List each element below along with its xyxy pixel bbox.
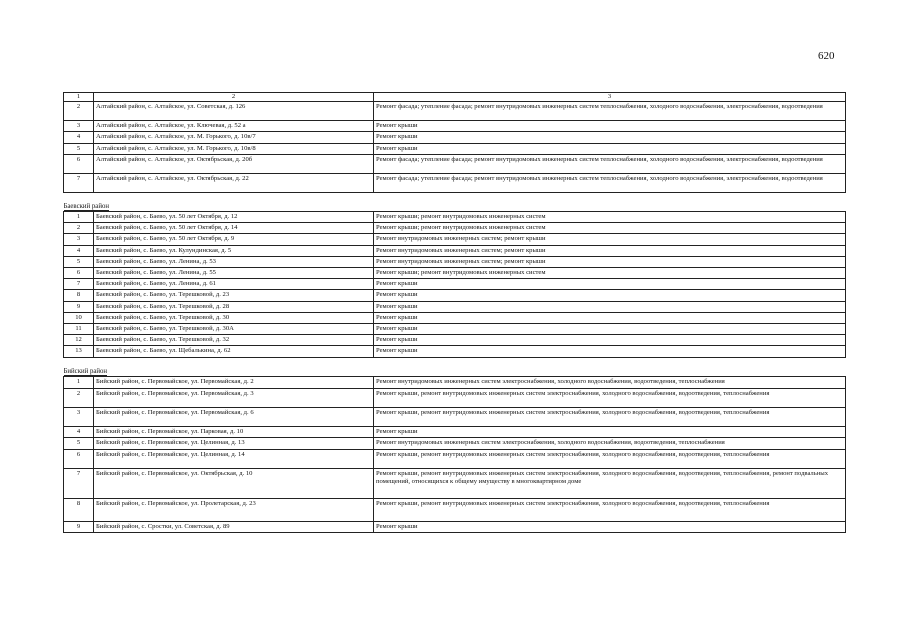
row-address: Бийский район, с. Первомайское, ул. Пролетарская, д. 23 — [94, 499, 374, 522]
row-address: Баевский район, с. Баево, ул. Ленина, д. 53 — [94, 256, 374, 267]
row-address: Бийский район, с. Первомайское, ул. Первомайская, д. 2 — [94, 376, 374, 388]
row-work: Ремонт крыши — [374, 346, 846, 357]
row-address: Баевский район, с. Баево, ул. Терешковой, д. 28 — [94, 301, 374, 312]
table-row — [64, 407, 846, 426]
table-row — [64, 499, 846, 522]
table-row — [64, 312, 846, 323]
table-row — [64, 301, 846, 312]
row-work: Ремонт фасада; утепление фасада; ремонт внутридомовых инженерных систем теплоснабжения, холодного водоснабжения, электроснабжения, водоотведения — [374, 102, 846, 121]
row-number: 5 — [64, 256, 94, 267]
row-address: Баевский район, с. Баево, ул. Терешковой, д. 23 — [94, 290, 374, 301]
row-work: Ремонт крыши, ремонт внутридомовых инженерных систем электроснабжения, холодного водоснабжения, водоотведения, теплоснабжения — [374, 499, 846, 522]
row-address: Баевский район, с. Баево, ул. 50 лет Октября, д. 9 — [94, 234, 374, 245]
row-address: Бийский район, с. Первомайское, ул. Целинная, д. 13 — [94, 438, 374, 450]
row-work: Ремонт крыши; ремонт внутридомовых инженерных систем — [374, 212, 846, 223]
row-work: Ремонт крыши — [374, 324, 846, 335]
row-address: Баевский район, с. Баево, ул. Кулундинская, д. 5 — [94, 245, 374, 256]
row-number: 7 — [64, 173, 94, 192]
table-row — [64, 522, 846, 533]
table-row — [64, 346, 846, 357]
row-number: 1 — [64, 212, 94, 223]
row-number: 2 — [64, 102, 94, 121]
table-row — [64, 212, 846, 223]
row-address: Баевский район, с. Баево, ул. Ленина, д. 55 — [94, 268, 374, 279]
table-row — [64, 245, 846, 256]
row-address: Бийский район, с. Первомайское, ул. Целинная, д. 14 — [94, 450, 374, 469]
row-number: 3 — [64, 407, 94, 426]
row-address: Бийский район, с. Первомайское, ул. Первомайская, д. 6 — [94, 407, 374, 426]
row-work: Ремонт крыши — [374, 522, 846, 533]
row-number: 6 — [64, 450, 94, 469]
section-title: Бийский район — [63, 367, 108, 375]
row-number: 3 — [64, 121, 94, 132]
table-row — [64, 234, 846, 245]
table-row — [64, 335, 846, 346]
row-work: Ремонт крыши — [374, 335, 846, 346]
row-number: 4 — [64, 426, 94, 437]
row-work: Ремонт крыши, ремонт внутридомовых инженерных систем электроснабжения, холодного водоснабжения, водоотведения, теплоснабжения — [374, 407, 846, 426]
header-row — [64, 93, 846, 102]
row-number: 9 — [64, 522, 94, 533]
table-row — [64, 279, 846, 290]
row-number: 8 — [64, 290, 94, 301]
table-row — [64, 256, 846, 267]
section-title: Баевский район — [63, 202, 109, 210]
row-address: Баевский район, с. Баево, ул. Терешковой, д. 30А — [94, 324, 374, 335]
table-row — [64, 154, 846, 173]
row-work: Ремонт внутридомовых инженерных систем электроснабжения, холодного водоснабжения, водоотведения, теплоснабжения — [374, 376, 846, 388]
row-work: Ремонт крыши — [374, 143, 846, 154]
row-work: Ремонт крыши — [374, 290, 846, 301]
row-number: 9 — [64, 301, 94, 312]
row-work: Ремонт крыши — [374, 121, 846, 132]
row-number: 7 — [64, 279, 94, 290]
row-work: Ремонт крыши — [374, 132, 846, 143]
row-address: Алтайский район, с. Алтайское, ул. М. Горького, д. 10в/7 — [94, 132, 374, 143]
table-row — [64, 132, 846, 143]
row-address: Алтайский район, с. Алтайское, ул. М. Горького, д. 10в/8 — [94, 143, 374, 154]
row-address: Алтайский район, с. Алтайское, ул. Советская, д. 126 — [94, 102, 374, 121]
row-number: 5 — [64, 438, 94, 450]
row-work: Ремонт крыши, ремонт внутридомовых инженерных систем электроснабжения, холодного водоснабжения, водоотведения, теплоснабжения, ремонт подвальных помещений, относящихся к общему имуществу в многоквартирном доме — [374, 469, 846, 499]
table-row — [64, 268, 846, 279]
row-work: Ремонт фасада; утепление фасада; ремонт внутридомовых инженерных систем теплоснабжения, холодного водоснабжения, электроснабжения, водоотведения — [374, 154, 846, 173]
row-address: Баевский район, с. Баево, ул. Терешковой, д. 32 — [94, 335, 374, 346]
row-number: 7 — [64, 469, 94, 499]
row-address: Алтайский район, с. Алтайское, ул. Ключевая, д. 52 а — [94, 121, 374, 132]
row-work: Ремонт крыши; ремонт внутридомовых инженерных систем — [374, 223, 846, 234]
row-work: Ремонт крыши; ремонт внутридомовых инженерных систем — [374, 268, 846, 279]
row-number: 6 — [64, 154, 94, 173]
row-address: Баевский район, с. Баево, ул. 50 лет Октября, д. 12 — [94, 212, 374, 223]
header-col-1: 1 — [64, 93, 94, 102]
table-row — [64, 426, 846, 437]
table-row — [64, 173, 846, 192]
row-number: 8 — [64, 499, 94, 522]
row-address: Бийский район, с. Первомайское, ул. Первомайская, д. 3 — [94, 388, 374, 407]
header-col-3: 3 — [374, 93, 846, 102]
row-number: 1 — [64, 376, 94, 388]
table-row — [64, 376, 846, 388]
row-number: 6 — [64, 268, 94, 279]
row-work: Ремонт фасада; утепление фасада; ремонт внутридомовых инженерных систем теплоснабжения, холодного водоснабжения, электроснабжения, водоотведения — [374, 173, 846, 192]
table-row — [64, 121, 846, 132]
row-number: 12 — [64, 335, 94, 346]
table-row — [64, 469, 846, 499]
row-number: 4 — [64, 245, 94, 256]
row-number: 5 — [64, 143, 94, 154]
header-col-2: 2 — [94, 93, 374, 102]
row-address: Баевский район, с. Баево, ул. Терешковой, д. 30 — [94, 312, 374, 323]
table-row — [64, 143, 846, 154]
row-work: Ремонт крыши — [374, 279, 846, 290]
table-row — [64, 223, 846, 234]
row-work: Ремонт крыши — [374, 426, 846, 437]
capital-repair-table — [63, 92, 846, 533]
row-work: Ремонт крыши, ремонт внутридомовых инженерных систем электроснабжения, холодного водоснабжения, водоотведения, теплоснабжения — [374, 450, 846, 469]
row-address: Баевский район, с. Баево, ул. 50 лет Октября, д. 14 — [94, 223, 374, 234]
row-number: 2 — [64, 388, 94, 407]
section-header — [64, 192, 846, 211]
table-row — [64, 450, 846, 469]
row-work: Ремонт внутридомовых инженерных систем электроснабжения, холодного водоснабжения, водоотведения, теплоснабжения — [374, 438, 846, 450]
row-address: Бийский район, с. Первомайское, ул. Парковая, д. 10 — [94, 426, 374, 437]
row-number: 11 — [64, 324, 94, 335]
row-address: Алтайский район, с. Алтайское, ул. Октябрьская, д. 20б — [94, 154, 374, 173]
row-address: Алтайский район, с. Алтайское, ул. Октябрьская, д. 22 — [94, 173, 374, 192]
row-number: 2 — [64, 223, 94, 234]
row-address: Баевский район, с. Баево, ул. Щебалькина, д. 62 — [94, 346, 374, 357]
row-address: Бийский район, с. Первомайское, ул. Октябрьская, д. 10 — [94, 469, 374, 499]
row-number: 10 — [64, 312, 94, 323]
table-row — [64, 102, 846, 121]
row-work: Ремонт крыши — [374, 301, 846, 312]
table-row — [64, 290, 846, 301]
row-number: 3 — [64, 234, 94, 245]
table-row — [64, 388, 846, 407]
table-row — [64, 324, 846, 335]
row-number: 13 — [64, 346, 94, 357]
row-work: Ремонт внутридомовых инженерных систем; ремонт крыши — [374, 256, 846, 267]
row-work: Ремонт внутридомовых инженерных систем; ремонт крыши — [374, 234, 846, 245]
row-work: Ремонт крыши — [374, 312, 846, 323]
page-number: 620 — [818, 50, 835, 62]
row-work: Ремонт крыши, ремонт внутридомовых инженерных систем электроснабжения, холодного водоснабжения, водоотведения, теплоснабжения — [374, 388, 846, 407]
table-row — [64, 438, 846, 450]
row-number: 4 — [64, 132, 94, 143]
section-header — [64, 357, 846, 376]
row-work: Ремонт внутридомовых инженерных систем; ремонт крыши — [374, 245, 846, 256]
row-address: Баевский район, с. Баево, ул. Ленина, д. 61 — [94, 279, 374, 290]
row-address: Бийский район, с. Сростки, ул. Советская, д. 89 — [94, 522, 374, 533]
